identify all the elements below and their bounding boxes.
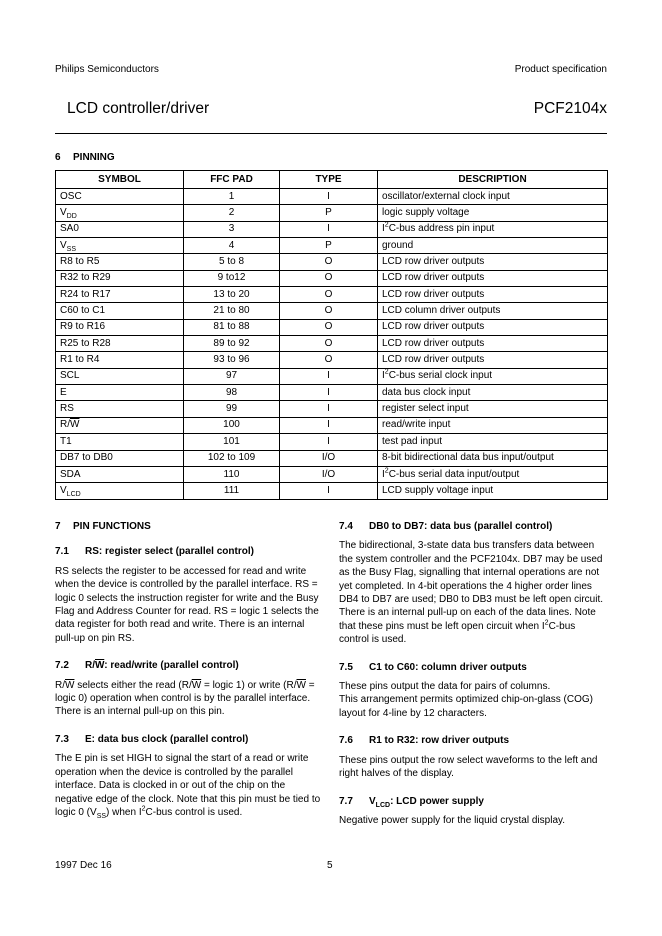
section-6-heading [55,152,115,163]
left-column [55,520,323,833]
subsection-number: 7.4 [339,521,353,532]
subsection-title-part: V [369,795,376,807]
description-text: test pad input [382,435,443,447]
header-rule [55,133,607,134]
company-name: Philips Semiconductors [55,64,159,75]
description-superscript: 2 [384,467,389,475]
section-7-7-heading [339,795,607,808]
table-row [56,466,608,482]
section-7-3-text [55,752,323,819]
subscript: LCD [375,801,391,809]
right-column [339,520,607,841]
description-text: LCD row driver outputs [382,256,485,268]
description-cell [378,319,608,335]
section-7-2-text [55,679,323,719]
table-row [56,205,608,221]
symbol-text: R8 to R5 [60,256,100,268]
type-cell: I [280,434,378,450]
section-7-7-text: Negative power supply for the liquid crystal display. [339,814,566,826]
type-cell: I [280,483,378,499]
description-prefix: I [382,223,385,235]
section-7-2-heading [55,659,323,672]
symbol-cell [56,319,184,335]
ffc-pad-cell: 2 [184,205,280,221]
description-text: LCD row driver outputs [382,337,485,349]
overline-run: $\overline{W}$ [191,679,202,691]
symbol-text: SDA [60,468,81,480]
type-cell: I [280,221,378,237]
ffc-pad-cell: 4 [184,238,280,254]
symbol-text: R32 to R29 [60,272,111,284]
ffc-pad-cell: 110 [184,466,280,482]
subsection-title: E: data bus clock (parallel control) [85,733,249,745]
table-row [56,417,608,433]
table-header-row [56,171,608,189]
table-row [56,221,608,237]
ffc-pad-cell: 102 to 109 [184,450,280,466]
description-text: LCD row driver outputs [382,354,485,366]
subsection-title-part: R/ [85,660,95,672]
symbol-cell [56,205,184,221]
symbol-cell [56,434,184,450]
footer-date: 1997 Dec 16 [55,860,112,871]
subsection-number: 7.6 [339,735,353,747]
ffc-pad-cell: 99 [184,401,280,417]
section-7-1-text: RS selects the register to be accessed for read and write when the device is controlled by the parallel interface. RS = logic 0 selects the instruction register for write and the Busy Flag and Address Counter for read. RS = logic 1 selects the data register for both read and write. There is an internal pull-up on pin RS. [55,565,319,644]
description-text: LCD row driver outputs [382,288,485,300]
description-cell [378,270,608,286]
description-cell [378,401,608,417]
type-cell: I/O [280,450,378,466]
ffc-pad-cell: 98 [184,385,280,401]
symbol-cell [56,450,184,466]
subsection-number: 7.7 [339,795,353,807]
symbol-cell [56,385,184,401]
symbol-text: R9 to R16 [60,321,106,333]
page-number: 5 [327,860,333,871]
symbol-cell [56,221,184,237]
subsection-number: 7.3 [55,733,69,745]
description-cell [378,189,608,205]
symbol-cell [56,189,184,205]
text-line: This arrangement permits optimized chip-on-glass (COG) layout for 4-line by 12 characters. [339,694,593,719]
part-number: PCF2104x [533,100,607,117]
type-cell: I [280,189,378,205]
section-7-1-heading [55,545,323,558]
ffc-pad-cell: 9 to12 [184,270,280,286]
description-cell [378,254,608,270]
table-row [56,352,608,368]
type-cell: O [280,303,378,319]
symbol-cell [56,483,184,499]
column-header-ffc-pad: FFC PAD [184,171,280,189]
text-run: selects either the read (R/ [74,679,192,691]
description-cell [378,450,608,466]
ffc-pad-cell: 5 to 8 [184,254,280,270]
text-run: C-bus control is used. [145,806,243,818]
superscript: 2 [141,805,146,813]
ffc-pad-cell: 3 [184,221,280,237]
symbol-cell [56,254,184,270]
type-cell: O [280,352,378,368]
description-prefix: I [382,468,385,480]
description-cell [378,221,608,237]
subsection-title: RS: register select (parallel control) [85,546,254,558]
symbol-text: DB7 to DB0 [60,452,113,464]
symbol-text: R25 to R28 [60,337,111,349]
document-title: LCD controller/driver [67,100,210,117]
symbol-text: R24 to R17 [60,288,111,300]
table-row [56,189,608,205]
description-text: C-bus address pin input [388,223,495,235]
description-text: register select input [382,403,469,415]
symbol-text: OSC [60,190,82,202]
pinning-table [55,170,608,500]
type-cell: I [280,401,378,417]
text-run: R/ [55,679,65,691]
table-row [56,336,608,352]
section-title: PIN FUNCTIONS [73,521,151,532]
table-row [56,238,608,254]
subsection-number: 7.5 [339,661,353,673]
subsection-number: 7.1 [55,546,69,558]
description-text: oscillator/external clock input [382,190,510,202]
text-run: ) when I [106,806,142,818]
table-row [56,303,608,319]
column-header-description: DESCRIPTION [378,171,608,189]
table-row [56,434,608,450]
ffc-pad-cell: 100 [184,417,280,433]
document-type: Product specification [514,64,607,75]
table-row [56,385,608,401]
table-row [56,270,608,286]
symbol-cell [56,368,184,384]
text-run: C-bus control is used. [339,620,576,646]
description-text: C-bus serial data input/output [388,468,520,480]
symbol-cell [56,352,184,368]
symbol-text: V [60,207,67,219]
symbol-cell [56,466,184,482]
description-cell [378,303,608,319]
subsection-title: C1 to C60: column driver outputs [369,661,527,673]
type-cell: I [280,417,378,433]
table-row [56,483,608,499]
column-header-type: TYPE [280,171,378,189]
description-text: ground [382,239,414,251]
text-run: = logic 1) or write (R/ [201,679,297,691]
type-cell: I [280,368,378,384]
description-cell [378,483,608,499]
description-text: LCD supply voltage input [382,484,494,496]
description-cell [378,466,608,482]
ffc-pad-cell: 101 [184,434,280,450]
description-text: C-bus serial clock input [388,370,493,382]
type-cell: O [280,270,378,286]
description-cell [378,434,608,450]
text-run: The E pin is set HIGH to signal the start of a read or write operation when the device is controlled by the parallel interface. Data is clocked in or out of the chip on the negative edge of the clock. Note that this pin must be tied to logic 0 (V [55,753,321,818]
symbol-subscript: LCD [66,490,81,498]
description-cell [378,352,608,368]
description-cell [378,336,608,352]
table-row [56,450,608,466]
column-header-symbol: SYMBOL [56,171,184,189]
section-7-heading [55,520,323,533]
pinning-table-body [56,189,608,500]
overline-run: $\overline{W}$ [65,679,75,691]
section-7-5-heading [339,661,607,674]
description-text: data bus clock input [382,386,471,398]
symbol-cell [56,401,184,417]
type-cell: P [280,238,378,254]
symbol-text: C60 to C1 [60,305,106,317]
type-cell: I/O [280,466,378,482]
subscript: SS [96,812,107,820]
ffc-pad-cell: 13 to 20 [184,287,280,303]
subsection-title: DB0 to DB7: data bus (parallel control) [369,521,553,532]
description-text: read/write input [382,419,451,431]
symbol-text: V [60,239,67,251]
description-text: 8-bit bidirectional data bus input/output [382,452,554,464]
symbol-text: R/ [60,419,70,431]
section-7-4-text [339,539,607,646]
type-cell: O [280,319,378,335]
symbol-text: RS [60,403,74,415]
superscript: 2 [544,619,549,627]
description-cell [378,238,608,254]
description-cell [378,417,608,433]
ffc-pad-cell: 89 to 92 [184,336,280,352]
subsection-number: 7.2 [55,660,69,672]
symbol-cell [56,417,184,433]
section-7-3-heading [55,733,323,746]
subsection-title-overline: $\overline{W}$ [95,660,105,672]
description-cell [378,287,608,303]
overline-run: $\overline{W}$ [296,679,306,691]
description-cell [378,385,608,401]
description-superscript: 2 [384,222,389,230]
symbol-cell [56,270,184,286]
ffc-pad-cell: 97 [184,368,280,384]
subsection-title: R1 to R32: row driver outputs [369,735,510,747]
symbol-cell [56,336,184,352]
section-title: PINNING [73,152,115,163]
description-text: logic supply voltage [382,207,470,219]
type-cell: O [280,254,378,270]
text-line: These pins output the data for pairs of columns. [339,681,551,693]
text-run: The bidirectional, 3-state data bus transfers data between the system controller and the PCF2104x. DB7 may be used as the Busy Flag, signalling that internal operations are not yet completed. In 4-bit operations the 4 higher order lines DB4 to DB7 are used; DB0 to DB3 must be left open circuit. There is an internal pull-up on each of the data lines. Note that these pins must be left open circuit when I [339,540,604,632]
description-cell [378,368,608,384]
subsection-title-part: : LCD power supply [390,795,484,807]
section-7-6-text: These pins output the row select waveforms to the left and right halves of the display. [339,754,598,780]
ffc-pad-cell: 93 to 96 [184,352,280,368]
symbol-cell [56,238,184,254]
ffc-pad-cell: 1 [184,189,280,205]
symbol-text: SCL [60,370,80,382]
description-text: LCD column driver outputs [382,305,501,317]
symbol-text: E [60,386,67,398]
section-7-4-heading [339,520,607,533]
ffc-pad-cell: 81 to 88 [184,319,280,335]
section-7-6-heading [339,734,607,747]
table-row [56,254,608,270]
description-superscript: 2 [384,369,389,377]
symbol-text: V [60,484,67,496]
type-cell: O [280,287,378,303]
ffc-pad-cell: 21 to 80 [184,303,280,319]
text-run: = logic 0) operation when control is by the parallel interface. There is an internal pull-up on this pin. [55,679,315,718]
symbol-cell [56,287,184,303]
description-cell [378,205,608,221]
symbol-text: R1 to R4 [60,354,100,366]
section-number: 6 [55,152,61,163]
type-cell: P [280,205,378,221]
ffc-pad-cell: 111 [184,483,280,499]
symbol-overline: $\overline{W}$ [70,419,80,431]
table-row [56,401,608,417]
description-text: LCD row driver outputs [382,272,485,284]
type-cell: I [280,385,378,401]
section-number: 7 [55,521,61,532]
description-prefix: I [382,370,385,382]
table-row [56,287,608,303]
section-7-5-text [339,680,607,720]
table-row [56,319,608,335]
table-row [56,368,608,384]
symbol-subscript: DD [66,213,77,221]
symbol-text: SA0 [60,223,79,235]
symbol-subscript: SS [66,245,77,253]
symbol-cell [56,303,184,319]
symbol-text: T1 [60,435,72,447]
subsection-title-part: : read/write (parallel control) [104,660,239,672]
type-cell: O [280,336,378,352]
description-text: LCD row driver outputs [382,321,485,333]
